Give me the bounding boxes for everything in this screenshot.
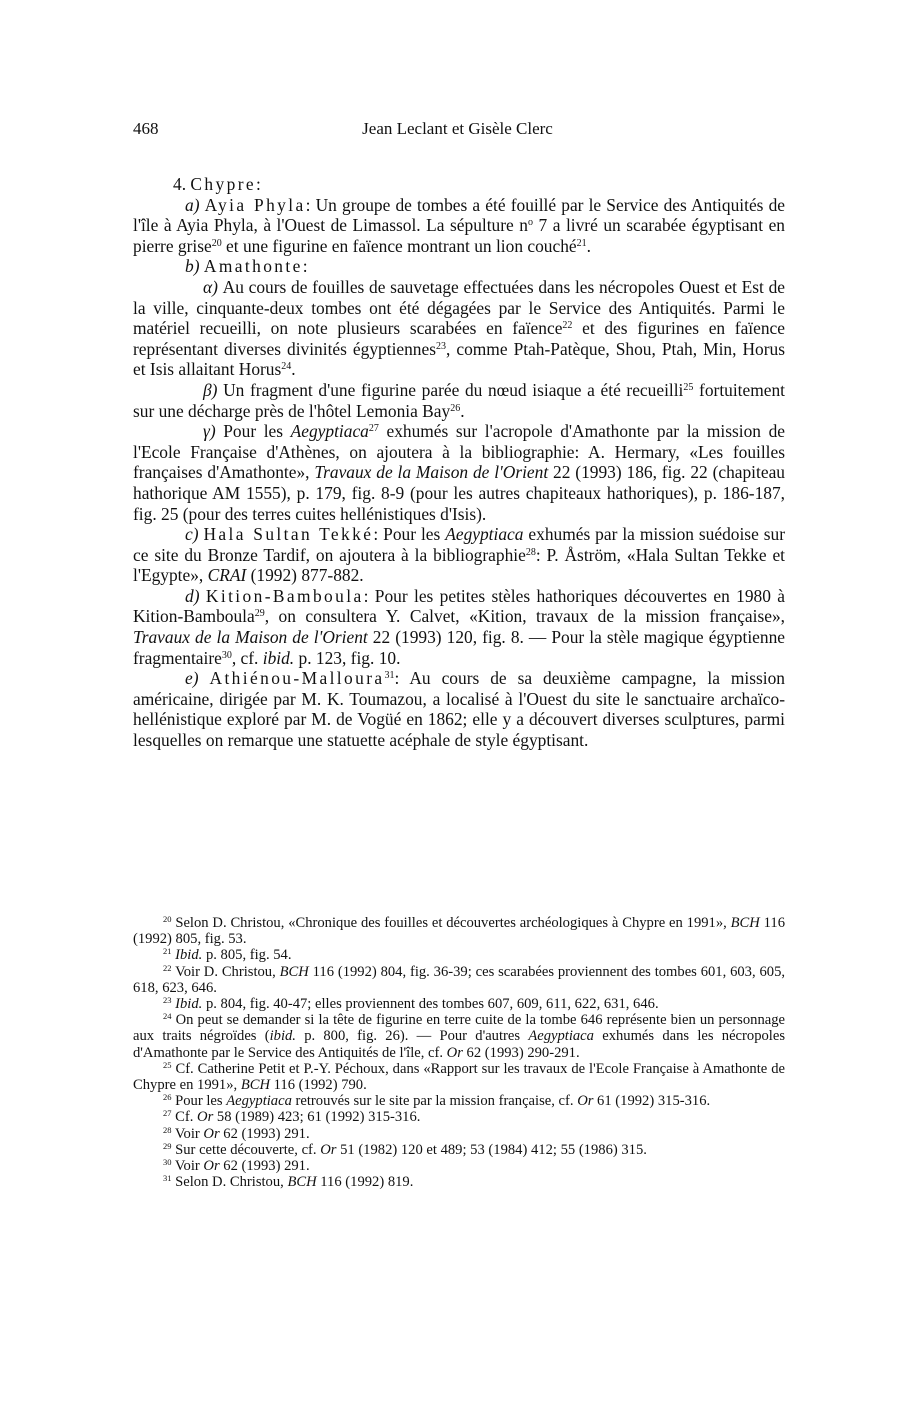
footnote-ref[interactable]: 27 — [368, 423, 379, 435]
footnote-29: $^{29}$ Sur cette découverte, cf. Or 51 (1982) 120 et 489; 53 (1984) 412; 55 (1986) 315. — [163, 1140, 647, 1158]
footnote-28: $^{28}$ Voir Or 62 (1993) 291. — [163, 1124, 310, 1142]
footnote-ref[interactable]: 29 — [254, 608, 265, 620]
paragraph-b-beta: β) Un fragment d'une figurine parée du nœud isiaque a été recueilli$^{25}$ fortuitement sur une décharge près de l'hôtel Lemonia Bay$^{26}$. — [133, 379, 786, 421]
footnotes — [133, 915, 785, 1190]
footnote-21: $^{21}$ Ibid. p. 805, fig. 54. — [163, 946, 292, 964]
running-head: Jean Leclant et Gisèle Clerc — [362, 119, 553, 138]
paragraph-b: b) Amathonte: — [185, 256, 308, 277]
site-name: Amathonte — [203, 256, 303, 277]
paragraph-b-alpha: α) Au cours de fouilles de sauvetage effectuées dans les nécropoles Ouest et Est de la ville, cinquante-deux tombes ont été dégagées par le Service des Antiquités. Parmi le matériel recueilli, on note plusieurs scarabées en faïence$^{22}$ et des figurines en faïence représentant diverses divinités égyptiennes$^{23}$, comme Ptah-Patèque, Shou, Ptah, Min, Horus et Isis allaitant Horus$^{24}$. — [133, 276, 785, 380]
site-name: Ayia Phyla — [204, 194, 306, 215]
footnote-25: $^{25}$ Cf. Catherine Petit et P.-Y. Péchoux, dans «Rapport sur les travaux de l'Ecole Française à Amathonte de Chypre en 1991», BCH 116 (1992) 790. — [133, 1059, 785, 1094]
footnote-31: $^{31}$ Selon D. Christou, BCH 116 (1992) 819. — [163, 1173, 414, 1191]
paragraph-d: d) Kition-Bamboula: Pour les petites stèles hathoriques découvertes en 1980 à Kition-Bamboula$^{29}$, on consultera Y. Calvet, «Kition, travaux de la mission française», Travaux de la Maison de l'Orient 22 (1993) 120, fig. 8. — Pour la stèle magique égyptienne fragmentaire$^{30}$, cf. ibid. p. 123, fig. 10. — [133, 585, 785, 668]
paragraph-b-gamma: γ) Pour les Aegyptiaca$^{27}$ exhumés sur l'acropole d'Amathonte par la mission de l'Ecole Française d'Athènes, on ajoutera à la bibliographie: A. Hermary, «Les fouilles françaises d'Amathonte», Travaux de la Maison de l'Orient 22 (1993) 186, fig. 22 (chapiteau hathorique AM 1555), p. 179, fig. 8-9 (pour les autres chapiteaux hathoriques), p. 186-187, fig. 25 (pour des terres cuites hellénistiques d'Isis). — [133, 421, 785, 524]
footnote-ref[interactable]: 30 — [221, 649, 232, 661]
footnote-22: $^{22}$ Voir D. Christou, BCH 116 (1992) 804, fig. 36-39; ces scarabées proviennent des tombes 601, 603, 605, 618, 623, 646. — [133, 962, 786, 996]
main-text — [133, 174, 785, 751]
footnote-ref[interactable]: 25 — [683, 381, 694, 393]
footnote-27: $^{27}$ Cf. Or 58 (1989) 423; 61 (1992) 315-316. — [163, 1108, 421, 1126]
footnote-ref[interactable]: 23 — [436, 340, 446, 352]
section-title: Chypre — [190, 174, 257, 194]
footnote-ref[interactable]: 31 — [384, 670, 395, 682]
footnote-ref[interactable]: 26 — [450, 402, 461, 414]
paragraph-a: a) Ayia Phyla: Un groupe de tombes a été fouillé par le Service des Antiquités de l'île à Ayia Phyla, à l'Ouest de Limassol. La sépulture $n^o$ 7 a livré un scarabée égyptisant en pierre grise$^{20}$ et une figurine en faïence montrant un lion couché$^{21}$. — [133, 194, 785, 256]
section-number: 4. — [173, 174, 187, 194]
footnote-ref[interactable]: 22 — [562, 320, 573, 332]
footnote-ref[interactable]: 20 — [211, 237, 222, 249]
page-number: 468 — [133, 119, 159, 138]
footnote-26: $^{26}$ Pour les Aegyptiaca retrouvés sur le site par la mission française, cf. Or 61 (1992) 315-316. — [163, 1092, 711, 1110]
site-name: Hala Sultan Tekké — [203, 524, 374, 545]
paragraph-c: c) Hala Sultan Tekké: Pour les Aegyptiaca exhumés par la mission suédoise sur ce site du Bronze Tardif, on ajoutera à la bibliographie$^{28}$: P. Åström, «Hala Sultan Tekke et l'Egypte», CRAI (1992) 877-882. — [133, 524, 785, 586]
footnote-ref[interactable]: 24 — [281, 361, 292, 373]
page-header — [133, 119, 782, 141]
site-name: Kition-Bamboula — [205, 585, 364, 606]
site-name: Athiénou-Malloura — [209, 668, 385, 689]
footnote-30: $^{30}$ Voir Or 62 (1993) 291. — [163, 1157, 310, 1175]
footnote-24: $^{24}$ On peut se demander si la tête de figurine en terre cuite de la tombe 646 représente bien un personnage aux traits négroïdes (ibid. p. 800, fig. 26). — Pour d'autres Aegyptiaca exhumés dans les nécropoles d'Amathonte par le Service des Antiquités de l'île, cf. Or 62 (1993) 290-291. — [133, 1011, 786, 1061]
footnote-ref[interactable]: 28 — [525, 546, 536, 558]
paragraph-e: e) Athiénou-Malloura$^{31}$: Au cours de sa deuxième campagne, la mission américaine, dirigée par M. K. Toumazou, a localisé à l'Ouest du site le sanctuaire archaïco-hellénistique exploré par M. de Vogüé en 1862; elle y a découvert diverses sculptures, parmi lesquelles on remarque une statuette acéphale de style égyptisant. — [133, 668, 785, 751]
footnote-23: $^{23}$ Ibid. p. 804, fig. 40-47; elles proviennent des tombes 607, 609, 611, 622, 631, 646. — [163, 995, 659, 1013]
section-heading: 4. Chypre: — [173, 174, 261, 194]
footnote-ref[interactable]: 21 — [576, 237, 587, 249]
footnote-20: $^{20}$ Selon D. Christou, «Chronique des fouilles et découvertes archéologiques à Chypre en 1991», BCH 116 (1992) 805, fig. 53. — [133, 914, 785, 948]
